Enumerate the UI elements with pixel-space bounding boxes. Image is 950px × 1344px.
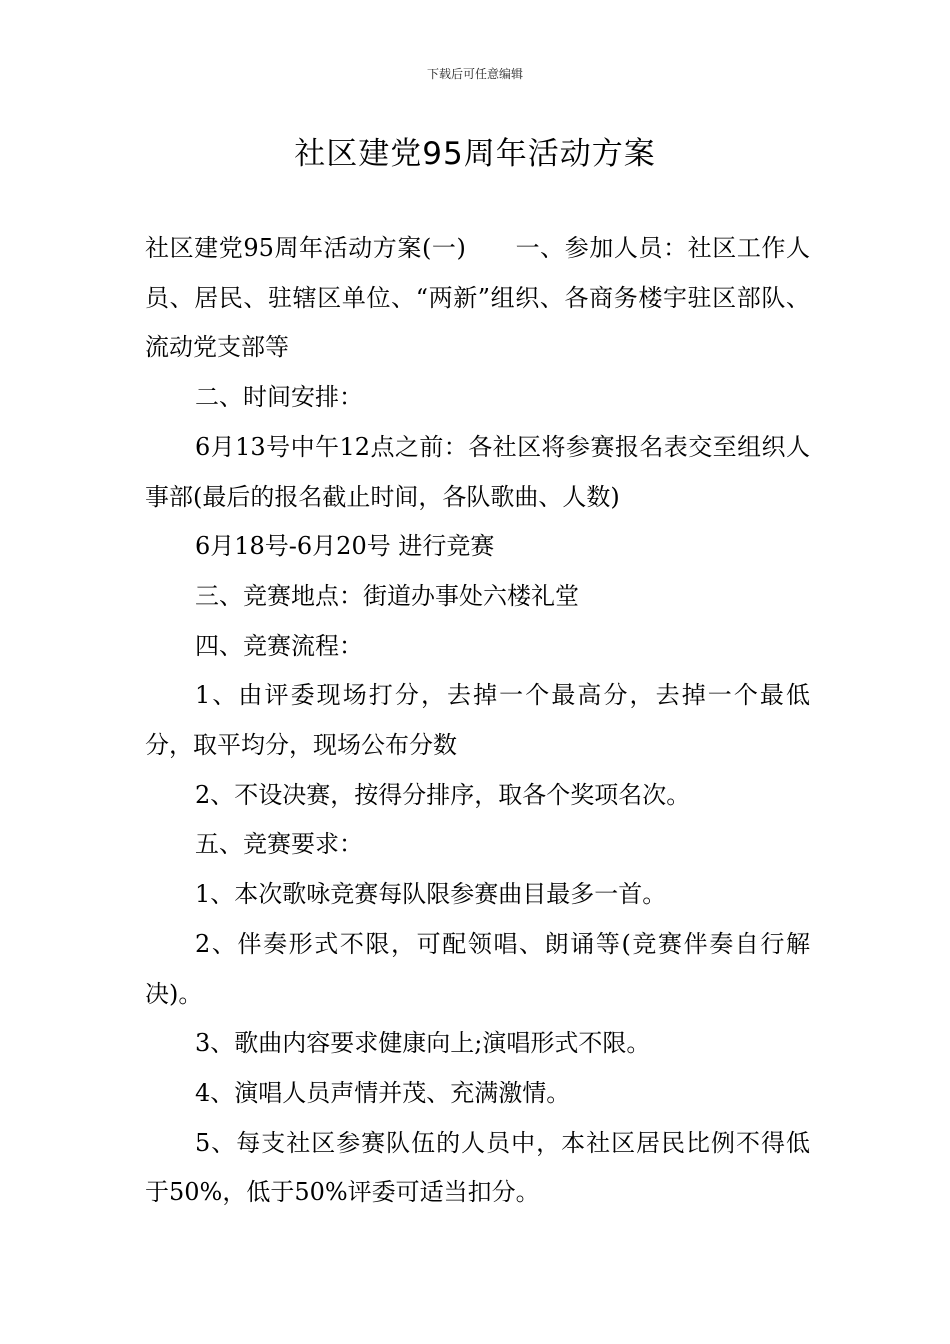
paragraph: 四、竞赛流程：	[195, 631, 363, 660]
paragraph: 2、伴奏形式不限，可配领唱、朗诵等(竞赛伴奏自行解决)。	[145, 929, 810, 1008]
paragraph: 6月13号中午12点之前：各社区将参赛报名表交至组织人事部(最后的报名截止时间，各队歌曲、人数)	[145, 432, 810, 511]
paragraph: 社区建党95周年活动方案(一) 一、参加人员：社区工作人员、居民、驻辖区单位、“两新”组织、各商务楼宇驻区部队、流动党支部等	[145, 234, 810, 362]
paragraph: 二、时间安排：	[195, 383, 363, 412]
paragraph: 5、每支社区参赛队伍的人员中，本社区居民比例不得低于50%，低于50%评委可适当扣分。	[145, 1128, 810, 1207]
paragraph: 3、歌曲内容要求健康向上;演唱形式不限。	[195, 1029, 651, 1058]
document-title: 社区建党95周年活动方案	[294, 136, 656, 172]
paragraph: 五、竞赛要求：	[195, 830, 363, 859]
header-note: 下载后可任意编辑	[426, 67, 523, 81]
paragraph: 6月18号-6月20号 进行竞赛	[195, 532, 495, 561]
paragraph: 1、本次歌咏竞赛每队限参赛曲目最多一首。	[195, 880, 667, 909]
paragraph: 4、演唱人员声情并茂、充满激情。	[195, 1078, 571, 1107]
paragraph: 2、不设决赛，按得分排序，取各个奖项名次。	[195, 780, 691, 809]
paragraph: 1、由评委现场打分，去掉一个最高分，去掉一个最低分，取平均分，现场公布分数	[145, 681, 810, 760]
document-body	[145, 224, 810, 1218]
paragraph: 三、竞赛地点：街道办事处六楼礼堂	[195, 581, 579, 610]
